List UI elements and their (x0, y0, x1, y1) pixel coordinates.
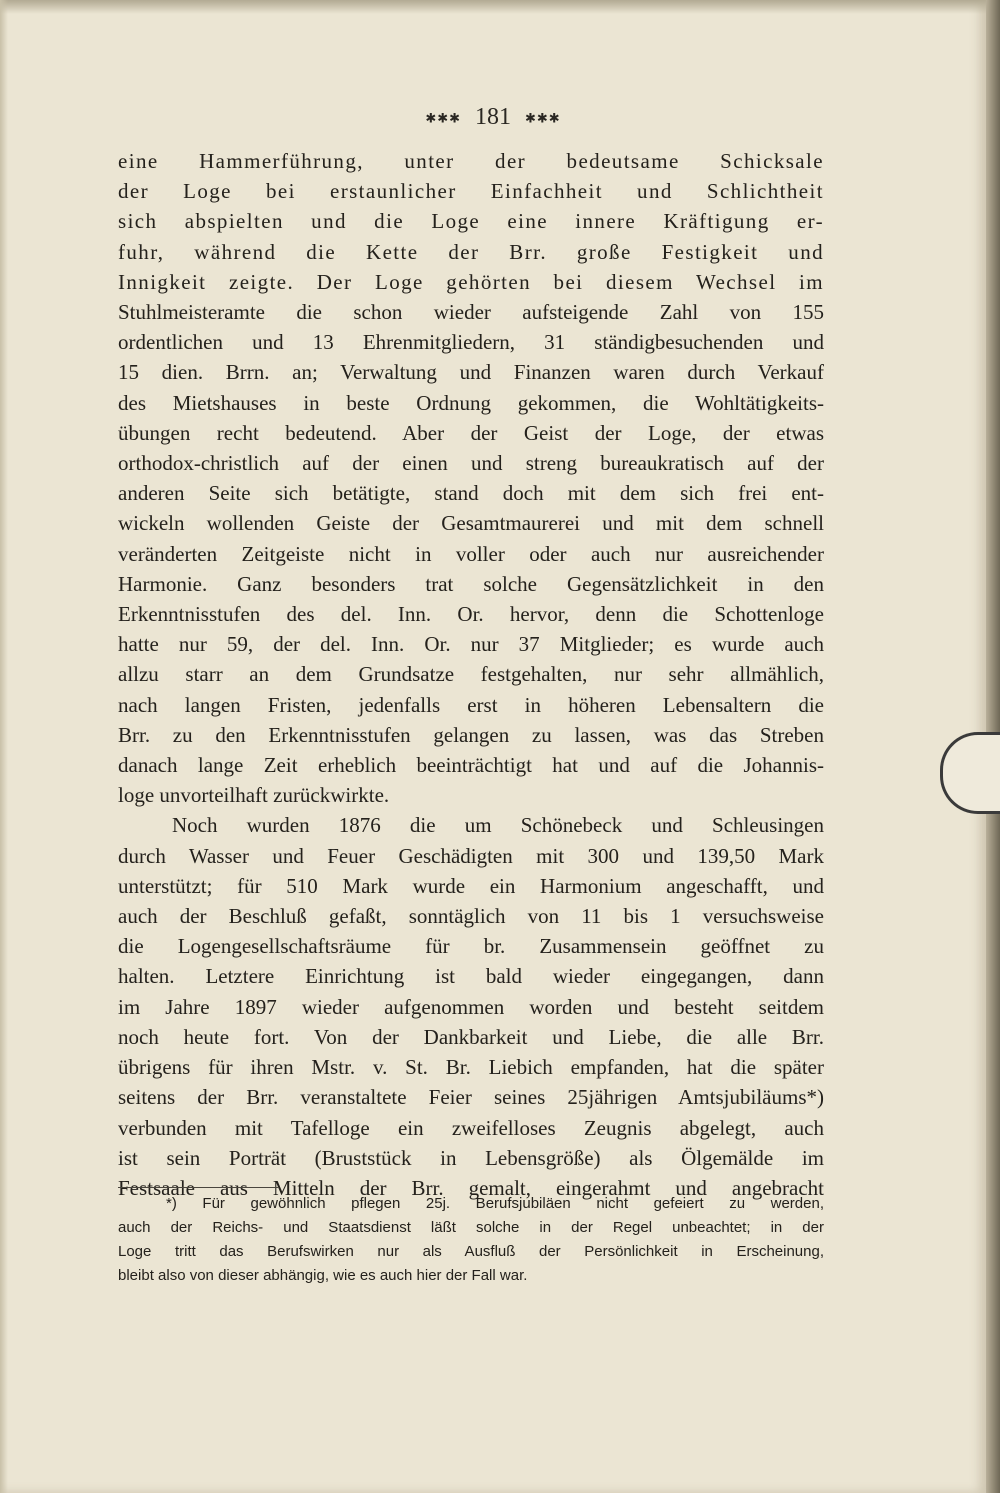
footnote-line: bleibt also von dieser abhängig, wie es auch hier der Fall war. (118, 1267, 528, 1284)
footnote-line: auch der Reichs- und Staatsdienst läßt solche in der Regel unbeachtet; in der (118, 1219, 824, 1236)
footnote-rule (118, 1187, 278, 1188)
text-line: loge unvorteilhaft zurückwirkte. (118, 783, 390, 808)
text-line: ist sein Porträt (Bruststück in Lebensgröße) als Ölgemälde im (118, 1145, 824, 1170)
text-line: Erkenntnisstufen des del. Inn. Or. hervor, denn die Schottenloge (118, 602, 824, 627)
text-line: veränderten Zeitgeiste nicht in voller oder auch nur ausreichender (118, 541, 824, 566)
text-line: nach langen Fristen, jedenfalls erst in höheren Lebensaltern die (118, 692, 824, 717)
page-number: 181 (475, 104, 511, 130)
text-line: übungen recht bedeutend. Aber der Geist der Loge, der etwas (118, 420, 824, 445)
text-line: allzu starr an dem Grundsatze festgehalten, nur sehr allmählich, (118, 662, 824, 687)
text-line: danach lange Zeit erheblich beeinträchtigt hat und auf die Johannis- (118, 753, 824, 778)
text-line: fuhr, während die Kette der Brr. große Festigkeit und (118, 239, 824, 264)
text-line: Innigkeit zeigte. Der Loge gehörten bei diesem Wechsel im (118, 269, 824, 294)
header-ornament-right: ✱✱✱ (525, 110, 561, 126)
text-line: übrigens für ihren Mstr. v. St. Br. Liebich empfanden, hat die später (118, 1055, 824, 1080)
text-line: orthodox-christlich auf der einen und streng bureaukratisch auf der (118, 451, 824, 476)
text-line: Stuhlmeisteramte die schon wieder aufsteigende Zahl von 155 (118, 300, 824, 325)
page-left-edge (0, 0, 8, 1493)
text-line: der Loge bei erstaunlicher Einfachheit und Schlichtheit (118, 179, 824, 204)
page-top-edge (0, 0, 986, 14)
text-line: wickeln wollenden Geiste der Gesamtmaurerei und mit dem schnell (118, 511, 824, 536)
text-line: Noch wurden 1876 die um Schönebeck und Schleusingen (172, 813, 824, 838)
text-line: 15 dien. Brrn. an; Verwaltung und Finanzen waren durch Verkauf (118, 360, 824, 385)
text-line: durch Wasser und Feuer Geschädigten mit 300 und 139,50 Mark (118, 843, 824, 868)
page-clip (940, 732, 1000, 814)
text-line: Harmonie. Ganz besonders trat solche Gegensätzlichkeit in den (118, 571, 824, 596)
text-line: ordentlichen und 13 Ehrenmitgliedern, 31 ständigbesuchenden und (118, 330, 824, 355)
text-line: des Mietshauses in beste Ordnung gekommen, die Wohltätigkeits- (118, 390, 824, 415)
body-text (118, 146, 824, 1203)
text-line: im Jahre 1897 wieder aufgenommen worden und besteht seitdem (118, 994, 824, 1019)
text-line: seitens der Brr. veranstaltete Feier seines 25jährigen Amtsjubiläums*) (118, 1085, 824, 1110)
page-header (0, 104, 986, 131)
footnote-line: *) Für gewöhnlich pflegen 25j. Berufsjubiläen nicht gefeiert zu werden, (166, 1195, 824, 1212)
footnote (118, 1192, 824, 1288)
footnote-line: Loge tritt das Berufswirken nur als Ausfluß der Persönlichkeit in Erscheinung, (118, 1243, 824, 1260)
text-line: noch heute fort. Von der Dankbarkeit und Liebe, die alle Brr. (118, 1024, 824, 1049)
text-line: verbunden mit Tafelloge ein zweifelloses Zeugnis abgelegt, auch (118, 1115, 824, 1140)
text-line: Festsaale aus Mitteln der Brr. gemalt, eingerahmt und angebracht (118, 1175, 824, 1200)
text-line: unterstützt; für 510 Mark wurde ein Harmonium angeschafft, und (118, 873, 824, 898)
text-line: halten. Letztere Einrichtung ist bald wieder eingegangen, dann (118, 964, 824, 989)
text-line: Brr. zu den Erkenntnisstufen gelangen zu lassen, was das Streben (118, 722, 824, 747)
text-line: hatte nur 59, der del. Inn. Or. nur 37 Mitglieder; es wurde auch (118, 632, 824, 657)
text-line: sich abspielten und die Loge eine innere Kräftigung er- (118, 209, 824, 234)
text-line: eine Hammerführung, unter der bedeutsame Schicksale (118, 149, 824, 173)
header-ornament-left: ✱✱✱ (425, 110, 461, 126)
text-line: auch der Beschluß gefaßt, sonntäglich von 11 bis 1 versuchsweise (118, 904, 824, 929)
text-line: die Logengesellschaftsräume für br. Zusammensein geöffnet zu (118, 934, 824, 959)
text-line: anderen Seite sich betätigte, stand doch mit dem sich frei ent- (118, 481, 824, 506)
